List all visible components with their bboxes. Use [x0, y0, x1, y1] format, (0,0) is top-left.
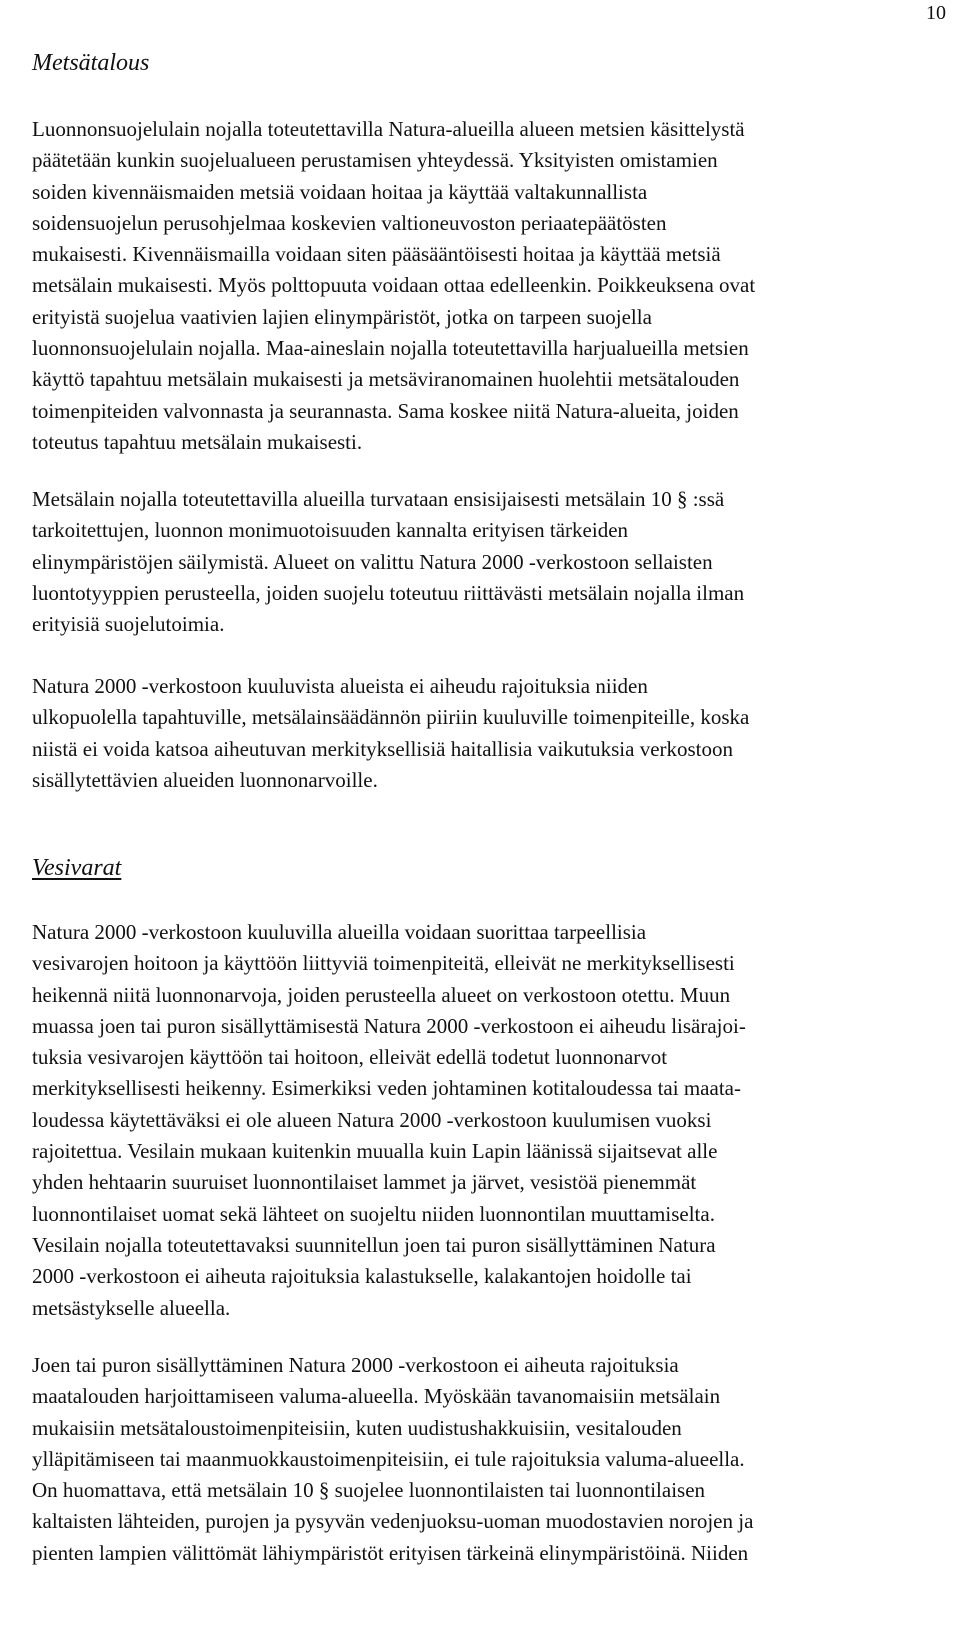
text-line: On huomattava, että metsälain 10 § suojelee luonnontilaisten tai luonnontilaisen — [32, 1478, 706, 1503]
text-line: soidensuojelun perusohjelmaa koskevien valtioneuvoston periaatepäätösten — [32, 210, 667, 235]
text-line: toteutus tapahtuu metsälain mukaisesti. — [32, 429, 363, 454]
text-line: erityistä suojelua vaativien lajien elinympäristöt, jotka on tarpeen suojella — [32, 304, 652, 329]
section-heading-vesivarat: Vesivarat — [32, 855, 122, 881]
text-line: metsälain mukaisesti. Myös polttopuuta voidaan ottaa edelleenkin. Poikkeuksena ovat — [32, 273, 756, 298]
text-line: mukaisesti. Kivennäismailla voidaan siten pääsääntöisesti hoitaa ja käyttää metsiä — [32, 242, 721, 267]
text-line: ulkopuolella tapahtuville, metsälainsäädännön piiriin kuuluville toimenpiteille, koska — [32, 705, 750, 730]
text-line: Metsälain nojalla toteutettavilla alueilla turvataan ensisijaisesti metsälain 10 § :ssä — [32, 487, 725, 511]
paragraph — [32, 114, 942, 458]
text-line: Natura 2000 -verkostoon kuuluvista alueista ei aiheudu rajoituksia niiden — [32, 674, 648, 698]
section-heading-metsatalous: Metsätalous — [32, 50, 150, 76]
text-line: Natura 2000 -verkostoon kuuluvilla alueilla voidaan suorittaa tarpeellisia — [32, 920, 647, 944]
paragraph — [32, 917, 942, 1324]
text-line: mukaisiin metsätaloustoimenpiteisiin, kuten uudistushakkuisiin, vesitalouden — [32, 1415, 682, 1440]
text-line: tarkoitettujen, luonnon monimuotoisuuden kannalta erityisen tärkeiden — [32, 518, 629, 543]
text-line: Vesilain nojalla toteutettavaksi suunnitellun joen tai puron sisällyttäminen Natura — [32, 1232, 716, 1257]
text-line: pienten lampien välittömät lähiympäristöt erityisen tärkeinä elinympäristöinä. Niiden — [32, 1540, 749, 1565]
text-line: luonnontilaiset uomat sekä lähteet on suojeltu niiden luonnontilan muuttamiselta. — [32, 1201, 715, 1226]
text-line: sisällytettävien alueiden luonnonarvoille. — [32, 767, 378, 792]
text-line: soiden kivennäismaiden metsiä voidaan hoitaa ja käyttää valtakunnallista — [32, 179, 648, 204]
text-line: tuksia vesivarojen käyttöön tai hoitoon, elleivät edellä todetut luonnonarvot — [32, 1045, 668, 1070]
paragraph — [32, 671, 942, 796]
paragraph — [32, 1350, 942, 1569]
text-line: Joen tai puron sisällyttäminen Natura 2000 -verkostoon ei aiheuta rajoituksia — [32, 1353, 679, 1377]
text-line: metsästykselle alueella. — [32, 1295, 231, 1320]
text-line: käyttö tapahtuu metsälain mukaisesti ja metsäviranomainen huolehtii metsätalouden — [32, 367, 740, 392]
text-line: heikennä niitä luonnonarvoja, joiden perusteella alueet on verkostoon otettu. Muun — [32, 982, 731, 1007]
text-line: päätetään kunkin suojelualueen perustamisen yhteydessä. Yksityisten omistamien — [32, 148, 718, 173]
paragraph — [32, 484, 942, 640]
text-line: Luonnonsuojelulain nojalla toteutettavilla Natura-alueilla alueen metsien käsittelystä — [32, 117, 745, 141]
text-line: vesivarojen hoitoon ja käyttöön liittyviä toimenpiteitä, elleivät ne merkityksellisesti — [32, 951, 735, 976]
text-line: elinympäristöjen säilymistä. Alueet on valittu Natura 2000 -verkostoon sellaisten — [32, 549, 713, 574]
page-number: 10 — [926, 2, 946, 24]
text-line: maatalouden harjoittamiseen valuma-alueella. Myöskään tavanomaisiin metsälain — [32, 1384, 721, 1409]
text-line: loudessa käytettäväksi ei ole alueen Natura 2000 -verkostoon kuulumisen vuoksi — [32, 1107, 712, 1132]
text-line: ylläpitämiseen tai maanmuokkaustoimenpiteisiin, ei tule rajoituksia valuma-alueella. — [32, 1446, 745, 1471]
text-line: muassa joen tai puron sisällyttämisestä Natura 2000 -verkostoon ei aiheudu lisärajoi- — [32, 1013, 746, 1038]
text-line: luonnonsuojelulain nojalla. Maa-aineslain nojalla toteutettavilla harjualueilla metsien — [32, 336, 749, 361]
text-line: niistä ei voida katsoa aiheutuvan merkityksellisiä haitallisia vaikutuksia verkostoon — [32, 736, 734, 761]
text-line: yhden hehtaarin suuruiset luonnontilaiset lammet ja järvet, vesistöä pienemmät — [32, 1170, 697, 1195]
text-line: merkityksellisesti heikenny. Esimerkiksi veden johtaminen kotitaloudessa tai maata- — [32, 1076, 741, 1101]
text-line: luontotyyppien perusteella, joiden suojelu toteutuu riittävästi metsälain nojalla ilman — [32, 580, 745, 605]
text-line: 2000 -verkostoon ei aiheuta rajoituksia kalastukselle, kalakantojen hoidolle tai — [32, 1264, 692, 1289]
text-line: toimenpiteiden valvonnasta ja seurannasta. Sama koskee niitä Natura-alueita, joiden — [32, 398, 739, 423]
text-line: rajoitettua. Vesilain mukaan kuitenkin muualla kuin Lapin läänissä sijaitsevat alle — [32, 1139, 718, 1164]
text-line: kaltaisten lähteiden, purojen ja pysyvän vedenjuoksu-uoman muodostavien norojen ja — [32, 1509, 754, 1534]
text-line: erityisiä suojelutoimia. — [32, 612, 225, 637]
